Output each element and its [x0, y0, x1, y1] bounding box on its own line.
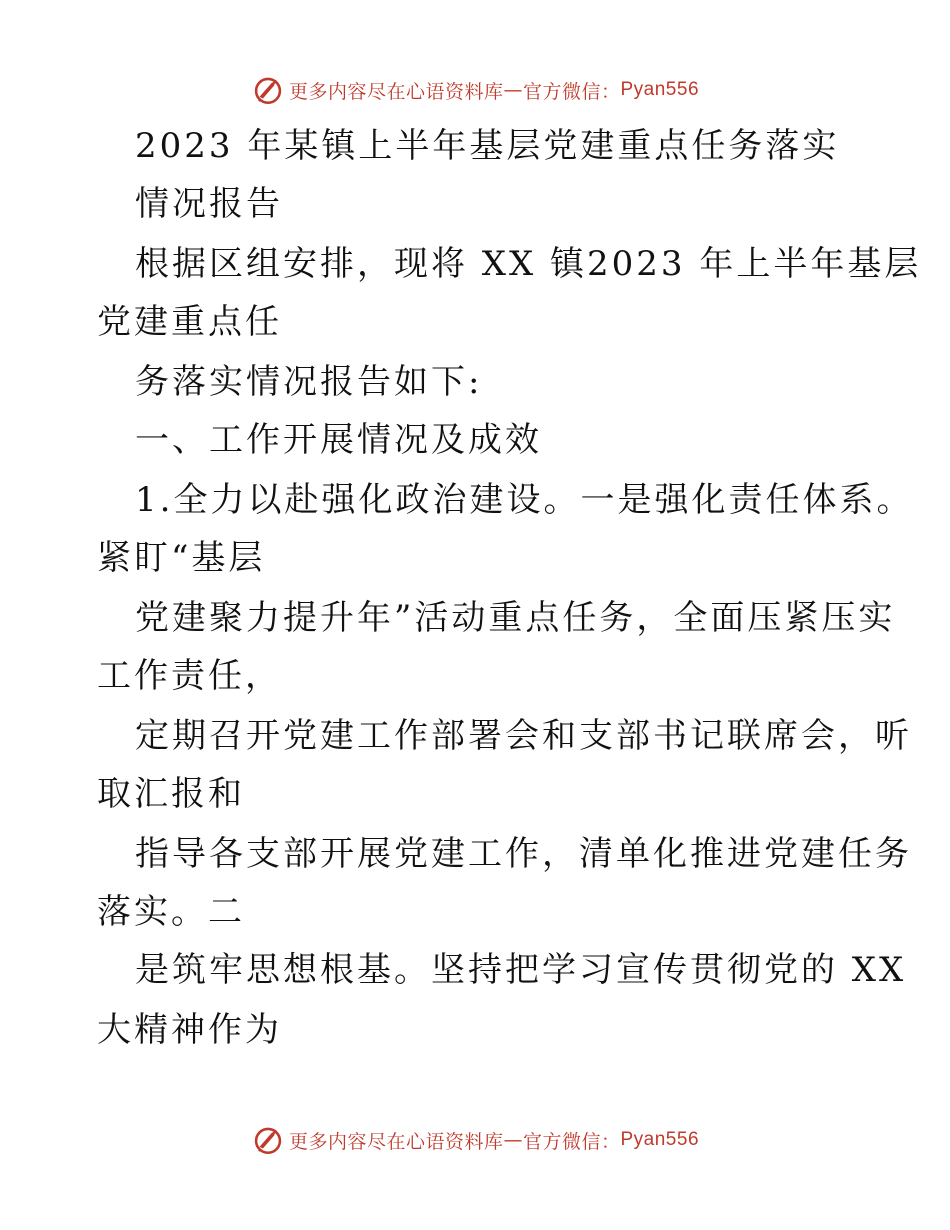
- watermark-site-text: 更多内容尽在心语资料库: [288, 80, 504, 103]
- watermark-contact-text: 官方微信：: [522, 80, 621, 103]
- paragraph-line: 根据区组安排，现将 XX 镇2023 年上半年基层: [135, 244, 922, 284]
- pen-logo-icon: [251, 1123, 285, 1157]
- section-heading: 一、工作开展情况及成效: [135, 420, 542, 460]
- document-title-line-2: 情况报告: [135, 184, 283, 224]
- paragraph-line: 1.全力以赴强化政治建设。一是强化责任体系。: [135, 480, 914, 520]
- watermark-contact-text: 官方微信：: [522, 1130, 621, 1153]
- paragraph-line: 务落实情况报告如下:: [135, 362, 483, 402]
- paragraph-line: 指导各支部开展党建工作，清单化推进党建任务: [135, 834, 912, 874]
- paragraph-line: 是筑牢思想根基。坚持把学习宣传贯彻党的 XX: [135, 950, 907, 990]
- watermark-contact-id: Pyan556: [620, 79, 700, 100]
- paragraph-line: 大精神作为: [97, 1010, 282, 1050]
- paragraph-line: 党建聚力提升年”活动重点任务，全面压紧压实: [135, 598, 896, 638]
- watermark-contact-id: Pyan556: [620, 1129, 700, 1150]
- paragraph-line: 定期召开党建工作部署会和支部书记联席会，听: [135, 716, 912, 756]
- paragraph-line: 党建重点任: [97, 302, 282, 342]
- watermark-separator: —: [503, 79, 523, 101]
- watermark-separator: —: [503, 1129, 523, 1151]
- paragraph-line: 工作责任，: [97, 656, 282, 696]
- document-title-line-1: 2023 年某镇上半年基层党建重点任务落实: [135, 126, 840, 166]
- watermark-site-text: 更多内容尽在心语资料库: [288, 1130, 504, 1153]
- footer-watermark: [0, 1120, 950, 1160]
- paragraph-line: 落实。二: [97, 892, 245, 932]
- paragraph-line: 取汇报和: [97, 774, 245, 814]
- paragraph-line: 紧盯“基层: [97, 538, 266, 578]
